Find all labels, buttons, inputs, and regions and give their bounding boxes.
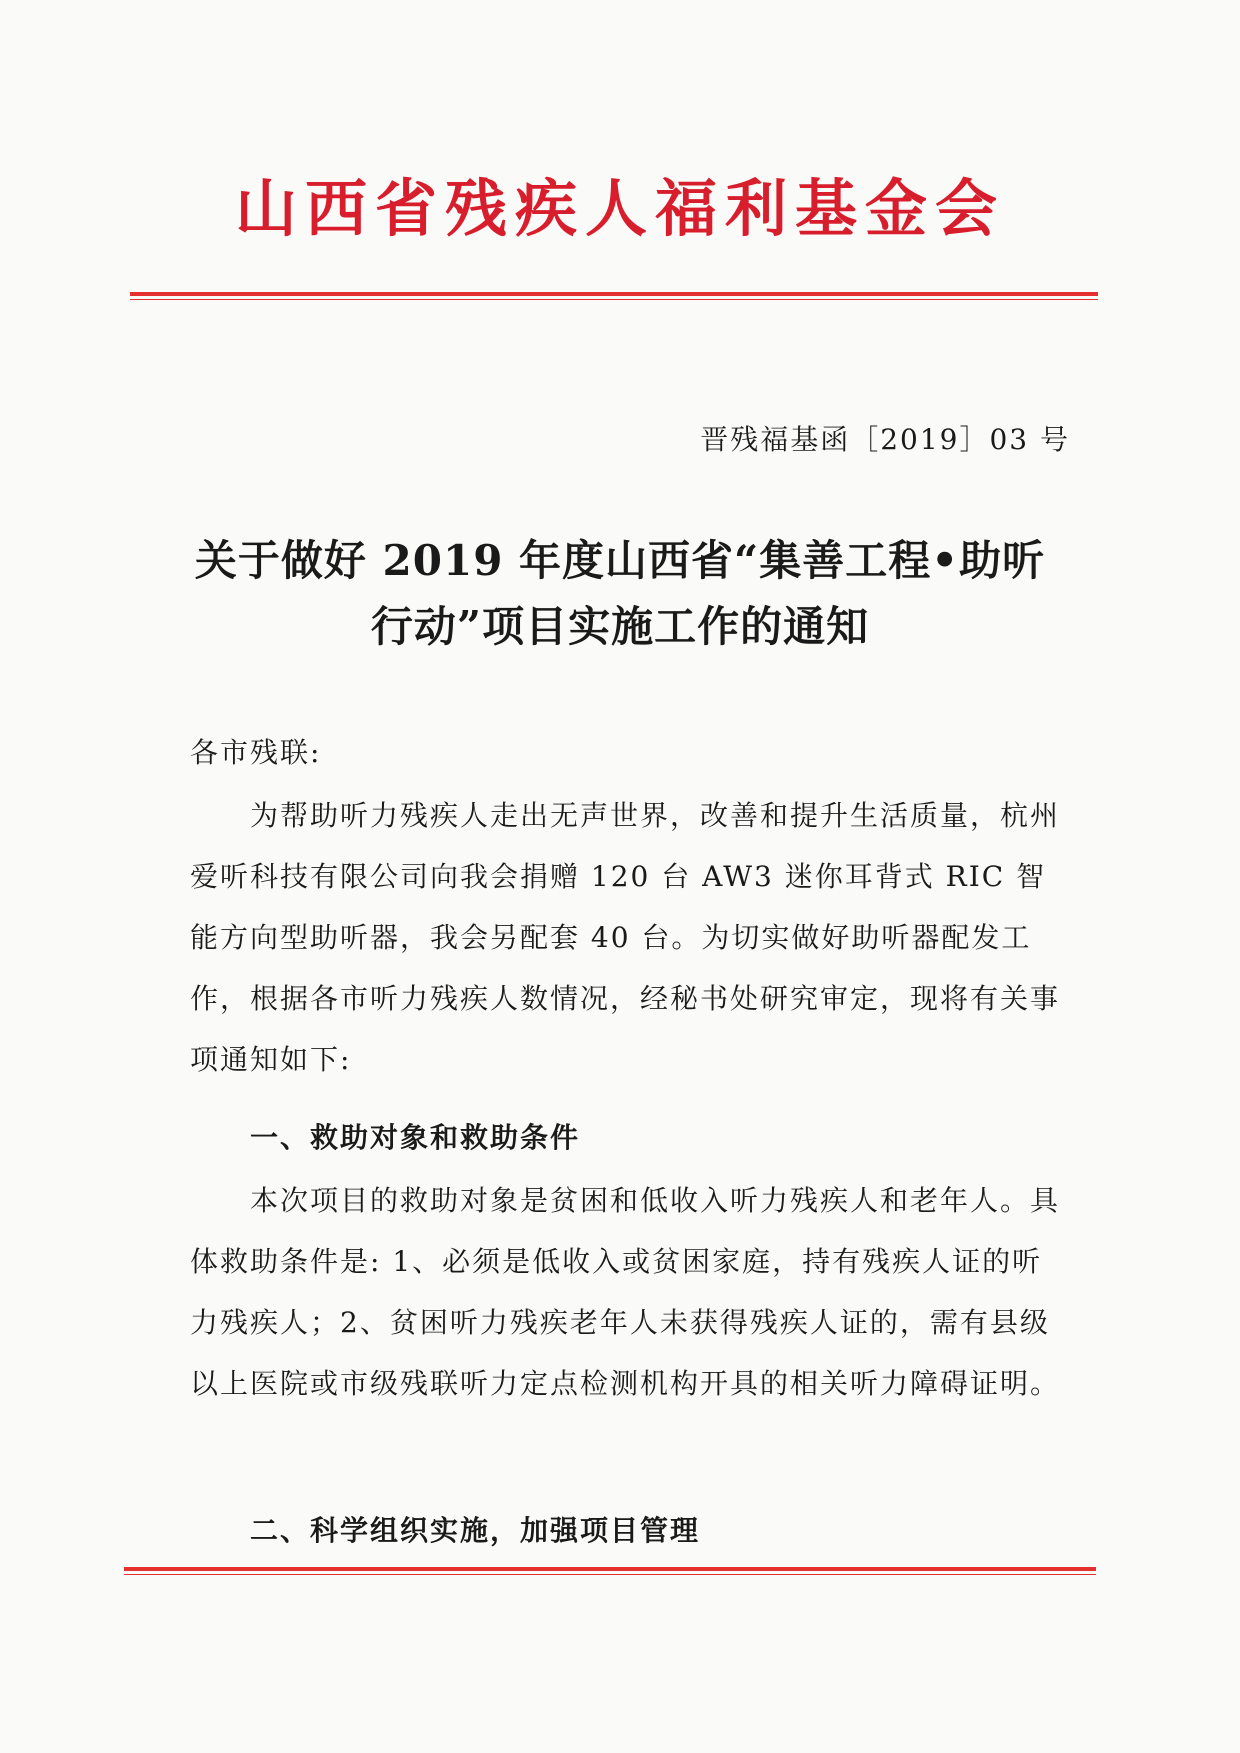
salutation: 各市残联: — [190, 736, 322, 769]
section-1-heading: 一、救助对象和救助条件 — [250, 1121, 581, 1154]
document-number: 晋残福基函［2019］03 号 — [700, 423, 1070, 456]
document-title — [140, 528, 1100, 660]
title-line-1: 关于做好 2019 年度山西省“集善工程•助听 — [194, 536, 1046, 585]
organization-letterhead: 山西省残疾人福利基金会 — [234, 172, 1005, 245]
intro-paragraph: 为帮助听力残疾人走出无声世界，改善和提升生活质量，杭州爱听科技有限公司向我会捐赠 120 台 AW3 迷你耳背式 RIC 智能方向型助听器，我会另配套 40 台。为切实做好助听器配发工作，根据各市听力残疾人数情况，经秘书处研究审定，现将有关事项通知如下: — [190, 799, 1061, 1076]
section-2-heading: 二、科学组织实施，加强项目管理 — [250, 1514, 701, 1547]
letterhead-red-rule — [130, 292, 1098, 302]
footer-red-rule — [124, 1567, 1096, 1577]
title-line-2: 行动”项目实施工作的通知 — [370, 602, 870, 651]
section-1-paragraph: 本次项目的救助对象是贫困和低收入听力残疾人和老年人。具体救助条件是: 1、必须是低收入或贫困家庭，持有残疾人证的听力残疾人；2、贫困听力残疾老年人未获得残疾人证的，需有县级以上医院或市级残联听力定点检测机构开具的相关听力障碍证明。 — [190, 1184, 1061, 1400]
